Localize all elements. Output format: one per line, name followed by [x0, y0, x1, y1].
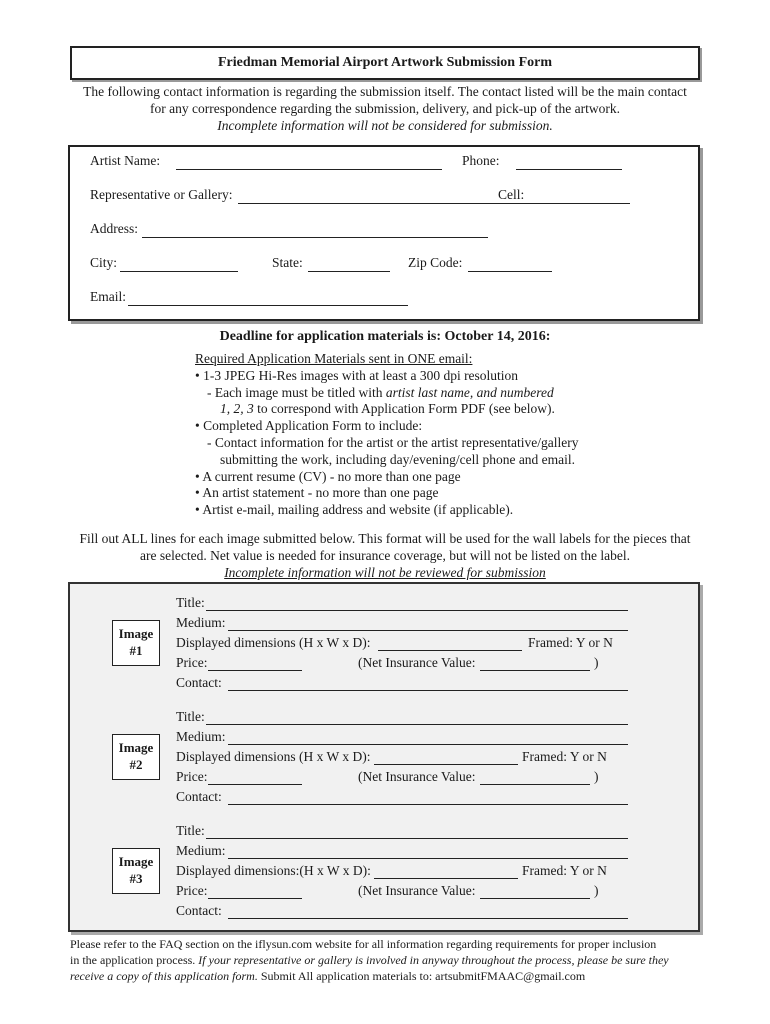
- artist-name-field[interactable]: [176, 169, 442, 170]
- image-2-contact-field[interactable]: [228, 804, 628, 805]
- footer-line-1: Please refer to the FAQ section on the iflysun.com website for all information regarding requirements for proper inclusion: [70, 937, 657, 951]
- image-2-net-field[interactable]: [480, 784, 590, 785]
- requirement-form-sub-2: submitting the work, including day/evening/cell phone and email.: [220, 451, 576, 467]
- image-3-framed[interactable]: Framed: Y or N: [522, 863, 607, 878]
- cell-label: Cell:: [498, 187, 525, 202]
- image-2-price-field[interactable]: [208, 784, 302, 785]
- fill-line-1: Fill out ALL lines for each image submitted below. This format will be used for the wall labels for the pieces that: [79, 531, 691, 546]
- image-3-dims-label: Displayed dimensions:(H x W x D):: [176, 863, 371, 878]
- requirements-list: [195, 351, 579, 519]
- image-1-medium-label: Medium:: [176, 615, 226, 630]
- phone-label: Phone:: [462, 153, 500, 168]
- city-field[interactable]: [120, 271, 238, 272]
- state-label: State:: [272, 255, 303, 270]
- image-3-title-field[interactable]: [206, 838, 628, 839]
- intro-line-2: for any correspondence regarding the submission, delivery, and pick-up of the artwork.: [150, 101, 620, 116]
- image-3-dims-field[interactable]: [374, 878, 518, 879]
- fill-line-3: Incomplete information will not be reviewed for submission: [224, 565, 546, 580]
- image-2-net-close: ): [594, 769, 599, 784]
- contact-info-box: [68, 145, 700, 321]
- requirement-form: • Completed Application Form to include:: [195, 418, 423, 434]
- intro-text: [40, 83, 730, 134]
- image-3-net-label: (Net Insurance Value:: [358, 883, 476, 898]
- image-2-net-label: (Net Insurance Value:: [358, 769, 476, 784]
- intro-line-1: The following contact information is regarding the submission itself. The contact listed will be the main contact: [83, 84, 687, 99]
- zip-label: Zip Code:: [408, 255, 463, 270]
- artist-name-label: Artist Name:: [90, 153, 161, 168]
- email-field[interactable]: [128, 305, 408, 306]
- image-3-contact-field[interactable]: [228, 918, 628, 919]
- image-1-contact-label: Contact:: [176, 675, 222, 690]
- image-1-price-label: Price:: [176, 655, 208, 670]
- image-1-contact-field[interactable]: [228, 690, 628, 691]
- image-1-net-close: ): [594, 655, 599, 670]
- deadline-text: Deadline for application materials is: October 14, 2016:: [219, 329, 551, 344]
- image-2-dims-label: Displayed dimensions (H x W x D):: [176, 749, 371, 764]
- image-1-framed[interactable]: Framed: Y or N: [528, 635, 613, 650]
- image-1-tag: Image #1: [112, 620, 160, 666]
- image-3-net-field[interactable]: [480, 898, 590, 899]
- state-field[interactable]: [308, 271, 390, 272]
- requirement-form-sub-1: - Contact information for the artist or the artist representative/gallery: [207, 434, 579, 450]
- image-3-medium-label: Medium:: [176, 843, 226, 858]
- image-2-medium-field[interactable]: [228, 744, 628, 745]
- requirement-images-sub-1: - Each image must be titled with artist last name, and numbered: [207, 384, 554, 400]
- image-3-tag: Image #3: [112, 848, 160, 894]
- requirement-images-sub-2: 1, 2, 3 to correspond with Application Form PDF (see below).: [220, 401, 555, 417]
- image-2-price-label: Price:: [176, 769, 208, 784]
- image-2-title-field[interactable]: [206, 724, 628, 725]
- representative-label: Representative or Gallery:: [90, 187, 233, 202]
- image-1-price-field[interactable]: [208, 670, 302, 671]
- intro-line-3: Incomplete information will not be considered for submission.: [217, 118, 553, 133]
- image-3-title-label: Title:: [176, 823, 205, 838]
- image-2-tag: Image #2: [112, 734, 160, 780]
- image-1-medium-field[interactable]: [228, 630, 628, 631]
- image-2-dims-field[interactable]: [374, 764, 518, 765]
- image-3-medium-field[interactable]: [228, 858, 628, 859]
- image-3-contact-label: Contact:: [176, 903, 222, 918]
- footer-note: [70, 936, 710, 984]
- footer-line-2: in the application process. If your representative or gallery is involved in anyway throughout the process, please be sure they: [70, 953, 669, 967]
- fill-instructions: [40, 530, 730, 581]
- footer-line-3: receive a copy of this application form. Submit All application materials to: artsubmitFMAAC@gmail.com: [70, 969, 586, 983]
- cell-field[interactable]: [526, 203, 630, 204]
- requirement-images: • 1-3 JPEG Hi-Res images with at least a 300 dpi resolution: [195, 367, 519, 383]
- image-1-net-field[interactable]: [480, 670, 590, 671]
- image-3-price-field[interactable]: [208, 898, 302, 899]
- image-3-net-close: ): [594, 883, 599, 898]
- image-2-contact-label: Contact:: [176, 789, 222, 804]
- image-3-price-label: Price:: [176, 883, 208, 898]
- image-2-medium-label: Medium:: [176, 729, 226, 744]
- zip-field[interactable]: [468, 271, 552, 272]
- address-label: Address:: [90, 221, 138, 236]
- image-1-title-field[interactable]: [206, 610, 628, 611]
- requirements-heading: Required Application Materials sent in ONE email:: [195, 351, 473, 366]
- address-field[interactable]: [142, 237, 488, 238]
- image-1-net-label: (Net Insurance Value:: [358, 655, 476, 670]
- fill-line-2: are selected. Net value is needed for insurance coverage, but will not be listed on the label.: [140, 548, 630, 563]
- city-label: City:: [90, 255, 118, 270]
- image-1-dims-label: Displayed dimensions (H x W x D):: [176, 635, 371, 650]
- requirement-contact: • Artist e-mail, mailing address and website (if applicable).: [195, 502, 514, 518]
- requirement-statement: • An artist statement - no more than one page: [195, 485, 439, 501]
- image-entries-box: [68, 582, 700, 932]
- email-label: Email:: [90, 289, 126, 304]
- phone-field[interactable]: [516, 169, 622, 170]
- image-1-title-label: Title:: [176, 595, 205, 610]
- form-title: Friedman Memorial Airport Artwork Submission Form: [70, 46, 700, 80]
- requirement-resume: • A current resume (CV) - no more than one page: [195, 468, 461, 484]
- image-1-dims-field[interactable]: [378, 650, 522, 651]
- representative-field[interactable]: [238, 203, 544, 204]
- image-2-framed[interactable]: Framed: Y or N: [522, 749, 607, 764]
- image-2-title-label: Title:: [176, 709, 205, 724]
